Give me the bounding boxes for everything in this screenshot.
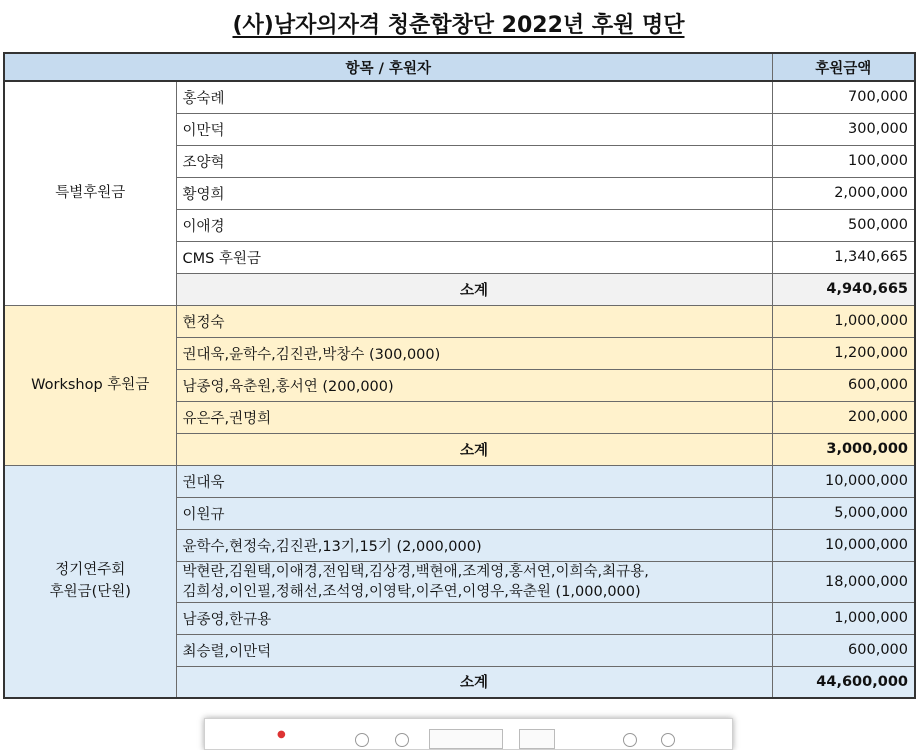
subtotal-amount[interactable]: 4,940,665 bbox=[772, 273, 915, 305]
subtotal-label[interactable]: 소계 bbox=[176, 273, 772, 305]
record-icon[interactable]: ● bbox=[277, 729, 286, 740]
category-cell[interactable] bbox=[4, 465, 176, 698]
donor-cell[interactable]: 이원규 bbox=[176, 497, 772, 529]
floating-toolbar[interactable] bbox=[204, 718, 733, 750]
table-row bbox=[4, 465, 915, 497]
donor-table bbox=[3, 52, 916, 699]
donor-cell[interactable]: 남종영,한규용 bbox=[176, 602, 772, 634]
amount-cell[interactable]: 10,000,000 bbox=[772, 465, 915, 497]
donor-cell[interactable]: 이만덕 bbox=[176, 113, 772, 145]
category-cell[interactable]: Workshop 후원금 bbox=[4, 305, 176, 465]
subtotal-amount[interactable]: 44,600,000 bbox=[772, 666, 915, 698]
page-title: (사)남자의자격 청춘합창단 2022년 후원 명단 bbox=[232, 13, 685, 38]
category-line-1: 정기연주회 bbox=[55, 562, 126, 579]
donor-cell[interactable]: 황영희 bbox=[176, 177, 772, 209]
circle-icon[interactable] bbox=[355, 733, 369, 747]
subtotal-label[interactable]: 소계 bbox=[176, 666, 772, 698]
donor-cell[interactable]: 조양혁 bbox=[176, 145, 772, 177]
amount-cell[interactable]: 300,000 bbox=[772, 113, 915, 145]
amount-cell[interactable]: 10,000,000 bbox=[772, 529, 915, 561]
category-cell[interactable]: 특별후원금 bbox=[4, 81, 176, 305]
amount-cell[interactable]: 600,000 bbox=[772, 634, 915, 666]
subtotal-label[interactable]: 소계 bbox=[176, 433, 772, 465]
amount-cell[interactable]: 1,340,665 bbox=[772, 241, 915, 273]
donor-cell[interactable]: 권대욱 bbox=[176, 465, 772, 497]
donor-cell[interactable]: 윤학수,현정숙,김진관,13기,15기 (2,000,000) bbox=[176, 529, 772, 561]
group-concert bbox=[4, 465, 915, 698]
group-special bbox=[4, 81, 915, 305]
circle-icon[interactable] bbox=[623, 733, 637, 747]
toolbar-field[interactable] bbox=[429, 729, 503, 749]
amount-cell[interactable]: 200,000 bbox=[772, 401, 915, 433]
circle-icon[interactable] bbox=[395, 733, 409, 747]
donor-cell[interactable]: 권대욱,윤학수,김진관,박창수 (300,000) bbox=[176, 337, 772, 369]
amount-cell[interactable]: 1,000,000 bbox=[772, 602, 915, 634]
amount-cell[interactable]: 1,000,000 bbox=[772, 305, 915, 337]
header-amount[interactable]: 후원금액 bbox=[772, 53, 915, 81]
donor-line-2: 김희성,이인필,정해선,조석영,이영탁,이주연,이영우,육춘원 (1,000,000) bbox=[182, 583, 641, 600]
header-item[interactable]: 항목 / 후원자 bbox=[4, 53, 772, 81]
table-row bbox=[4, 81, 915, 113]
donor-cell[interactable]: CMS 후원금 bbox=[176, 241, 772, 273]
amount-cell[interactable]: 2,000,000 bbox=[772, 177, 915, 209]
category-line-2: 후원금(단원) bbox=[49, 584, 131, 601]
amount-cell[interactable]: 100,000 bbox=[772, 145, 915, 177]
amount-cell[interactable]: 1,200,000 bbox=[772, 337, 915, 369]
donor-cell[interactable]: 현정숙 bbox=[176, 305, 772, 337]
amount-cell[interactable]: 600,000 bbox=[772, 369, 915, 401]
donor-cell[interactable]: 최승렬,이만덕 bbox=[176, 634, 772, 666]
group-workshop bbox=[4, 305, 915, 465]
amount-cell[interactable]: 18,000,000 bbox=[772, 561, 915, 602]
donor-cell[interactable] bbox=[176, 561, 772, 602]
donor-cell[interactable]: 유은주,권명희 bbox=[176, 401, 772, 433]
amount-cell[interactable]: 5,000,000 bbox=[772, 497, 915, 529]
circle-icon[interactable] bbox=[661, 733, 675, 747]
donor-cell[interactable]: 홍숙례 bbox=[176, 81, 772, 113]
amount-cell[interactable]: 500,000 bbox=[772, 209, 915, 241]
donor-cell[interactable]: 남종영,육춘원,홍서연 (200,000) bbox=[176, 369, 772, 401]
donor-line-1: 박현란,김원택,이애경,전임택,김상경,백현애,조계영,홍서연,이희숙,최규용, bbox=[182, 563, 649, 580]
donor-cell[interactable]: 이애경 bbox=[176, 209, 772, 241]
toolbar-field[interactable] bbox=[519, 729, 555, 749]
header-row bbox=[4, 53, 915, 81]
amount-cell[interactable]: 700,000 bbox=[772, 81, 915, 113]
subtotal-amount[interactable]: 3,000,000 bbox=[772, 433, 915, 465]
table-row bbox=[4, 305, 915, 337]
